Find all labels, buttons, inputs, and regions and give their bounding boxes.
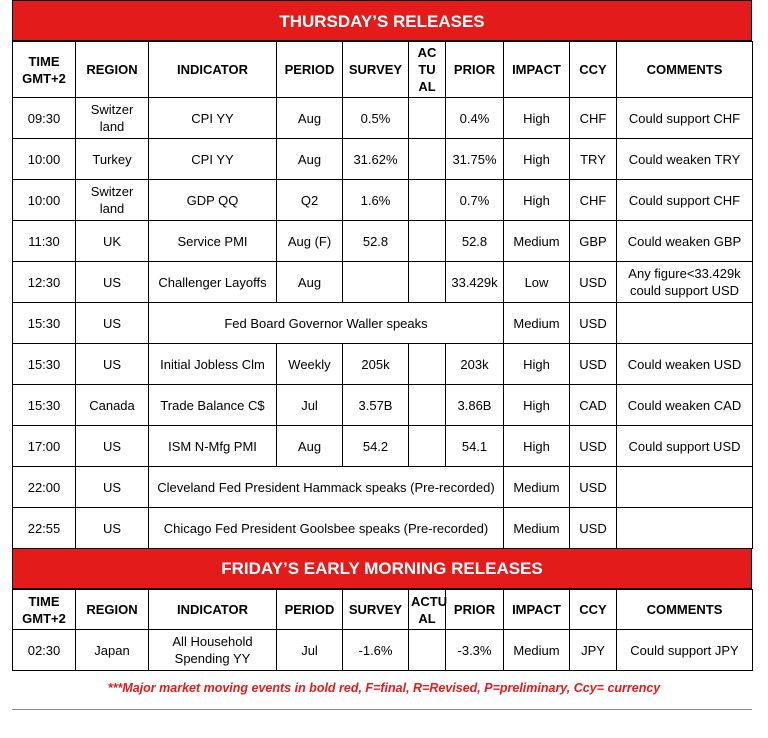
cell-comments: Could weaken GBP [617,221,753,262]
cell-time: 15:30 [13,385,76,426]
cell-survey: 52.8 [343,221,409,262]
cell-impact: Medium [504,221,570,262]
header-comments: COMMENTS [617,590,753,630]
cell-ccy: CHF [570,98,617,139]
cell-survey: 205k [343,344,409,385]
cell-period: Aug [277,426,343,467]
cell-ccy: CHF [570,180,617,221]
cell-ccy: USD [570,262,617,303]
cell-indicator: Trade Balance C$ [149,385,277,426]
cell-ccy: GBP [570,221,617,262]
cell-actual [409,262,446,303]
cell-period: Aug [277,262,343,303]
header-region: REGION [76,42,149,98]
cell-impact: Medium [504,467,570,508]
cell-actual [409,630,446,671]
header-actual: ACTU AL [409,590,446,630]
cell-indicator: Service PMI [149,221,277,262]
cell-time: 15:30 [13,344,76,385]
cell-region: US [76,467,149,508]
cell-region: Turkey [76,139,149,180]
thursday-banner: THURSDAY’S RELEASES [12,0,752,41]
cell-impact: High [504,139,570,180]
cell-region: Canada [76,385,149,426]
cell-actual [409,139,446,180]
cell-ccy: JPY [570,630,617,671]
header-comments: COMMENTS [617,42,753,98]
cell-comments: Any figure<33.429k could support USD [617,262,753,303]
cell-survey: 31.62% [343,139,409,180]
friday-banner: FRIDAY’S EARLY MORNING RELEASES [12,549,752,589]
cell-merged: Cleveland Fed President Hammack speaks (Pre-recorded) [149,467,504,508]
header-prior: PRIOR [446,590,504,630]
header-period: PERIOD [277,42,343,98]
cell-ccy: USD [570,426,617,467]
cell-period: Weekly [277,344,343,385]
cell-survey: -1.6% [343,630,409,671]
footnote: ***Major market moving events in bold red, F=final, R=Revised, P=preliminary, Ccy= currency [107,681,661,695]
cell-region: UK [76,221,149,262]
table-row [13,385,753,426]
releases-calendar [12,0,752,671]
cell-time: 22:00 [13,467,76,508]
cell-region: Japan [76,630,149,671]
bottom-divider [12,709,752,710]
table-row [13,467,753,508]
cell-ccy: TRY [570,139,617,180]
cell-actual [409,344,446,385]
cell-prior: -3.3% [446,630,504,671]
header-prior: PRIOR [446,42,504,98]
cell-region: Switzer land [76,180,149,221]
cell-prior: 33.429k [446,262,504,303]
cell-time: 10:00 [13,139,76,180]
cell-prior: 0.4% [446,98,504,139]
header-ccy: CCY [570,590,617,630]
cell-comments: Could support USD [617,426,753,467]
header-time: TIME GMT+2 [13,42,76,98]
cell-prior: 3.86B [446,385,504,426]
cell-prior: 52.8 [446,221,504,262]
friday-table [12,589,753,671]
cell-impact: High [504,98,570,139]
cell-impact: Medium [504,508,570,549]
cell-comments: Could weaken USD [617,344,753,385]
cell-time: 11:30 [13,221,76,262]
cell-period: Jul [277,385,343,426]
table-row [13,262,753,303]
cell-period: Q2 [277,180,343,221]
cell-ccy: USD [570,344,617,385]
header-ccy: CCY [570,42,617,98]
header-indicator: INDICATOR [149,590,277,630]
cell-impact: High [504,385,570,426]
cell-comments: Could weaken TRY [617,139,753,180]
cell-ccy: USD [570,303,617,344]
header-impact: IMPACT [504,590,570,630]
table-row [13,303,753,344]
cell-comments: Could weaken CAD [617,385,753,426]
cell-impact: Medium [504,303,570,344]
cell-indicator: ISM N-Mfg PMI [149,426,277,467]
cell-ccy: USD [570,467,617,508]
cell-ccy: USD [570,508,617,549]
cell-indicator: CPI YY [149,98,277,139]
header-indicator: INDICATOR [149,42,277,98]
thursday-table [12,41,753,549]
cell-impact: High [504,180,570,221]
cell-time: 09:30 [13,98,76,139]
cell-period: Aug [277,139,343,180]
cell-comments [617,508,753,549]
table-row [13,221,753,262]
cell-time: 22:55 [13,508,76,549]
table-row [13,344,753,385]
cell-prior: 54.1 [446,426,504,467]
table-row [13,139,753,180]
cell-comments [617,303,753,344]
cell-region: US [76,303,149,344]
cell-period: Jul [277,630,343,671]
cell-indicator: Challenger Layoffs [149,262,277,303]
cell-survey: 0.5% [343,98,409,139]
cell-actual [409,98,446,139]
cell-region: US [76,262,149,303]
cell-impact: Medium [504,630,570,671]
cell-comments: Could support JPY [617,630,753,671]
table-row [13,508,753,549]
cell-actual [409,426,446,467]
cell-indicator: CPI YY [149,139,277,180]
table-row [13,426,753,467]
cell-time: 12:30 [13,262,76,303]
cell-impact: Low [504,262,570,303]
cell-merged: Chicago Fed President Goolsbee speaks (Pre-recorded) [149,508,504,549]
cell-time: 02:30 [13,630,76,671]
cell-prior: 0.7% [446,180,504,221]
cell-comments: Could support CHF [617,98,753,139]
cell-merged: Fed Board Governor Waller speaks [149,303,504,344]
cell-region: US [76,508,149,549]
cell-indicator: Initial Jobless Clm [149,344,277,385]
cell-region: US [76,344,149,385]
cell-time: 17:00 [13,426,76,467]
cell-survey: 3.57B [343,385,409,426]
cell-impact: High [504,426,570,467]
cell-region: US [76,426,149,467]
cell-comments: Could support CHF [617,180,753,221]
table-row [13,180,753,221]
cell-indicator: All Household Spending YY [149,630,277,671]
cell-actual [409,385,446,426]
cell-prior: 203k [446,344,504,385]
header-survey: SURVEY [343,42,409,98]
table-row [13,98,753,139]
cell-region: Switzer land [76,98,149,139]
cell-period: Aug (F) [277,221,343,262]
table-row [13,630,753,671]
header-period: PERIOD [277,590,343,630]
cell-actual [409,180,446,221]
cell-prior: 31.75% [446,139,504,180]
cell-period: Aug [277,98,343,139]
header-survey: SURVEY [343,590,409,630]
cell-actual [409,221,446,262]
cell-time: 15:30 [13,303,76,344]
thursday-header-row [13,42,753,98]
cell-ccy: CAD [570,385,617,426]
cell-comments [617,467,753,508]
cell-survey: 1.6% [343,180,409,221]
header-time: TIME GMT+2 [13,590,76,630]
header-impact: IMPACT [504,42,570,98]
cell-survey: 54.2 [343,426,409,467]
friday-header-row [13,590,753,630]
header-actual: AC TU AL [409,42,446,98]
cell-indicator: GDP QQ [149,180,277,221]
cell-survey [343,262,409,303]
header-region: REGION [76,590,149,630]
cell-impact: High [504,344,570,385]
cell-time: 10:00 [13,180,76,221]
